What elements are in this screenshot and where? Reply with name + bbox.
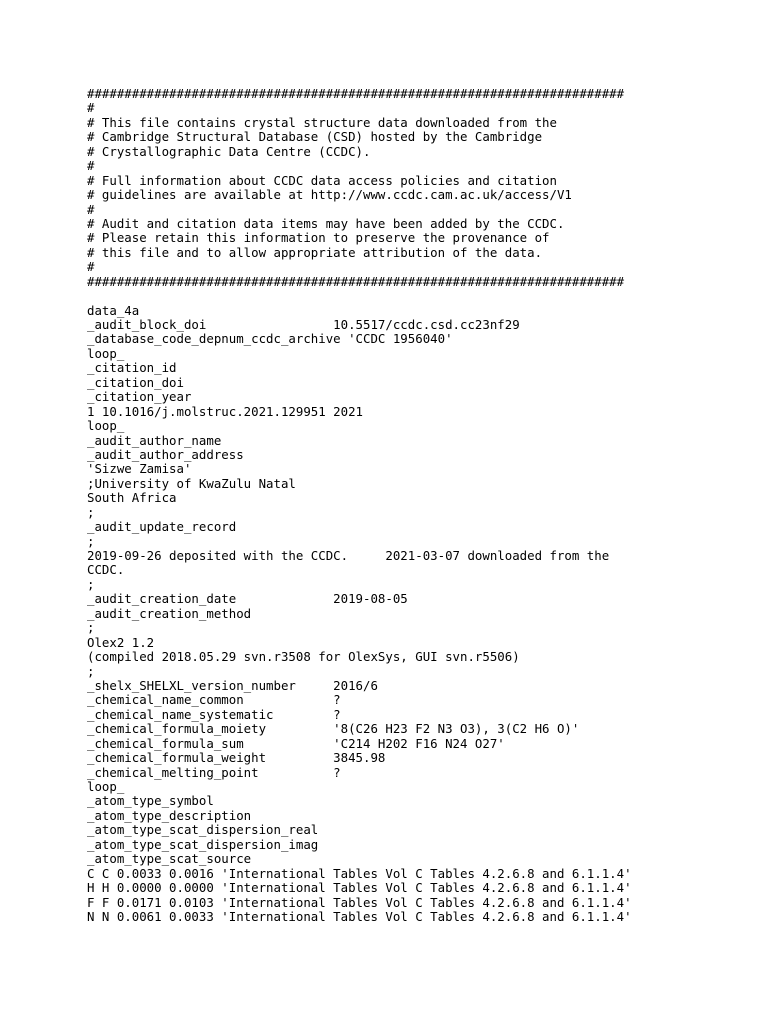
text-line: ######################################################################## bbox=[87, 86, 625, 101]
text-line: _atom_type_scat_dispersion_real bbox=[87, 822, 319, 838]
text-line: loop_ bbox=[87, 345, 125, 361]
text-line: ######################################################################## bbox=[87, 273, 625, 289]
text-line: _atom_type_scat_dispersion_imag bbox=[87, 836, 319, 852]
text-line: _chemical_formula_sum 'C214 H202 F16 N24 O27' bbox=[87, 735, 505, 751]
text-line: ; bbox=[87, 620, 95, 636]
text-line: ; bbox=[87, 533, 95, 549]
text-line: 1 10.1016/j.molstruc.2021.129951 2021 bbox=[87, 403, 364, 419]
text-line: # Crystallographic Data Centre (CCDC). bbox=[87, 143, 371, 159]
text-line: ; bbox=[87, 663, 95, 679]
text-line: ;University of KwaZulu Natal bbox=[87, 475, 296, 491]
text-line: ; bbox=[87, 576, 95, 592]
text-line: _citation_id bbox=[87, 360, 177, 376]
text-line: # bbox=[87, 259, 95, 275]
text-line: _atom_type_description bbox=[87, 807, 252, 823]
text-line: data_4a bbox=[87, 302, 140, 318]
text-line: _citation_year bbox=[87, 389, 192, 405]
text-line: # Please retain this information to preserve the provenance of bbox=[87, 230, 550, 246]
text-line: (compiled 2018.05.29 svn.r3508 for OlexSys, GUI svn.r5506) bbox=[87, 649, 520, 665]
text-line: _audit_author_name bbox=[87, 432, 222, 448]
text-line: _chemical_melting_point ? bbox=[87, 764, 341, 780]
text-line: _audit_creation_date 2019-08-05 bbox=[87, 591, 408, 607]
text-line: CCDC. bbox=[87, 562, 125, 578]
text-line: _audit_update_record bbox=[87, 519, 237, 535]
text-line: # Cambridge Structural Database (CSD) hosted by the Cambridge bbox=[87, 129, 543, 145]
text-line bbox=[87, 289, 632, 303]
text-line: # this file and to allow appropriate attribution of the data. bbox=[87, 244, 543, 260]
text-line: _database_code_depnum_ccdc_archive 'CCDC 1956040' bbox=[87, 331, 453, 347]
text-line: _chemical_formula_moiety '8(C26 H23 F2 N3 O3), 3(C2 H6 O)' bbox=[87, 721, 580, 737]
text-line: # Audit and citation data items may have been added by the CCDC. bbox=[87, 215, 565, 231]
text-line: _shelx_SHELXL_version_number 2016/6 bbox=[87, 677, 378, 693]
text-line: H H 0.0000 0.0000 'International Tables Vol C Tables 4.2.6.8 and 6.1.1.4' bbox=[87, 880, 632, 896]
text-line: _audit_block_doi 10.5517/ccdc.csd.cc23nf29 bbox=[87, 317, 520, 332]
text-line: _chemical_name_systematic ? bbox=[87, 706, 341, 722]
text-line: Olex2 1.2 bbox=[87, 634, 155, 650]
text-line: South Africa bbox=[87, 490, 177, 506]
text-line: loop_ bbox=[87, 418, 125, 434]
text-line: C C 0.0033 0.0016 'International Tables Vol C Tables 4.2.6.8 and 6.1.1.4' bbox=[87, 865, 632, 881]
text-line: loop_ bbox=[87, 779, 125, 794]
text-line: # guidelines are available at http://www.ccdc.cam.ac.uk/access/V1 bbox=[87, 187, 572, 203]
text-line: 2019-09-26 deposited with the CCDC. 2021-03-07 downloaded from the bbox=[87, 548, 610, 563]
text-line: _citation_doi bbox=[87, 374, 184, 390]
text-line: # bbox=[87, 158, 95, 174]
cif-text-body bbox=[87, 87, 632, 924]
text-line: # bbox=[87, 201, 95, 217]
text-line: _audit_creation_method bbox=[87, 605, 252, 621]
text-line: 'Sizwe Zamisa' bbox=[87, 461, 192, 477]
text-line: _atom_type_scat_source bbox=[87, 851, 252, 867]
text-line: _atom_type_symbol bbox=[87, 793, 214, 809]
text-line: N N 0.0061 0.0033 'International Tables Vol C Tables 4.2.6.8 and 6.1.1.4' bbox=[87, 908, 632, 924]
text-line: # Full information about CCDC data access policies and citation bbox=[87, 172, 557, 188]
text-line: ; bbox=[87, 504, 95, 520]
text-line: # bbox=[87, 100, 95, 116]
text-line: _chemical_name_common ? bbox=[87, 692, 341, 708]
text-line: F F 0.0171 0.0103 'International Tables Vol C Tables 4.2.6.8 and 6.1.1.4' bbox=[87, 894, 632, 910]
text-line: _audit_author_address bbox=[87, 446, 244, 462]
text-line: # This file contains crystal structure data downloaded from the bbox=[87, 114, 557, 130]
text-line: _chemical_formula_weight 3845.98 bbox=[87, 750, 386, 766]
